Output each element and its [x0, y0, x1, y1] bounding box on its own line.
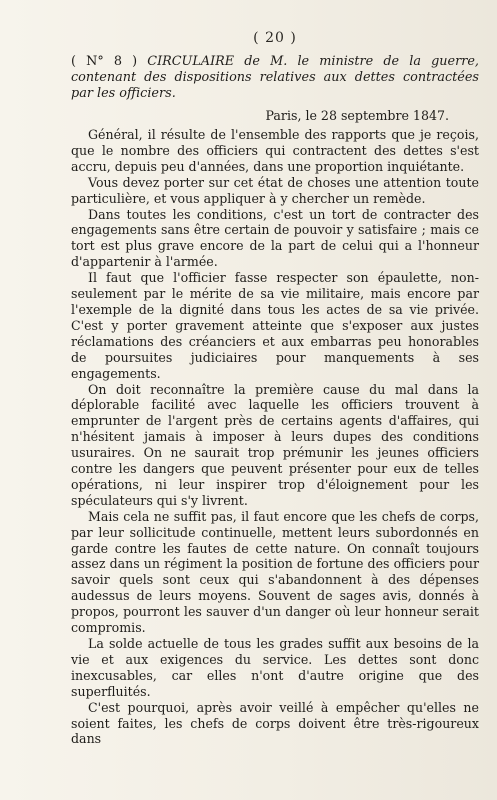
- paragraph: Mais cela ne suffit pas, il faut encore que les chefs de corps, par leur sollicitude continuelle, mettent leurs subordonnés en garde contre les fautes de cette nature. On connaît toujours assez dans un régiment la position de fortune des officiers pour savoir quels sont ceux qui s'abandonnent à des dépenses audessus de leurs moyens. Souvent de sages avis, donnés à propos, pourront les sauver d'un danger où leur honneur serait compromis.: [71, 508, 479, 636]
- paragraph: Vous devez porter sur cet état de choses une attention toute particulière, et vous appliquer à y chercher un remède.: [71, 174, 479, 206]
- paragraph: C'est pourquoi, après avoir veillé à empêcher qu'elles ne soient faites, les chefs de corps doivent être très-rigoureux dans: [71, 699, 479, 747]
- page-number: ( 20 ): [253, 30, 297, 46]
- paragraph: On doit reconnaître la première cause du mal dans la déplorable facilité avec laquelle les officiers trouvent à emprunter de l'argent près de certains agents d'affaires, qui n'hésitent jamais à imposer à leurs dupes des conditions usuraires. On ne saurait trop prémunir les jeunes officiers contre les dangers que peuvent présenter pour eux de telles opérations, ni leur inspirer trop d'éloignement pour les spéculateurs qui s'y livrent.: [71, 381, 479, 508]
- paragraph: Il faut que l'officier fasse respecter son épaulette, non-seulement par le mérite de sa vie militaire, mais encore par l'exemple de la dignité dans tous les actes de sa vie privée. C'est y porter gravement atteinte que s'exposer aux justes réclamations des créanciers et aux embarras peu honorables de poursuites judiciaires pour manquements à ses engagements.: [71, 270, 479, 381]
- paragraph: La solde actuelle de tous les grades suffit aux besoins de la vie et aux exigences du service. Les dettes sont donc inexcusables, car elles n'ont d'autre origine que des superfluités.: [71, 636, 479, 699]
- dateline: Paris, le 28 septembre 1847.: [265, 108, 449, 123]
- paragraph: Dans toutes les conditions, c'est un tort de contracter des engagements sans être certain de pouvoir y satisfaire ; mais ce tort est plus grave encore de la part de celui qui a l'honneur d'appartenir à l'armée.: [71, 206, 479, 270]
- paragraph: Général, il résulte de l'ensemble des rapports que je reçois, que le nombre des officiers qui contractent des dettes s'est accru, depuis peu d'années, dans une proportion inquiétante.: [71, 127, 479, 174]
- circular-number: ( N° 8 ): [71, 54, 138, 69]
- circular-title: [71, 54, 479, 102]
- circular-heading: CIRCULAIRE de M. le ministre de la guerre, contenant des dispositions relatives aux dettes contractées par les officiers.: [71, 54, 479, 101]
